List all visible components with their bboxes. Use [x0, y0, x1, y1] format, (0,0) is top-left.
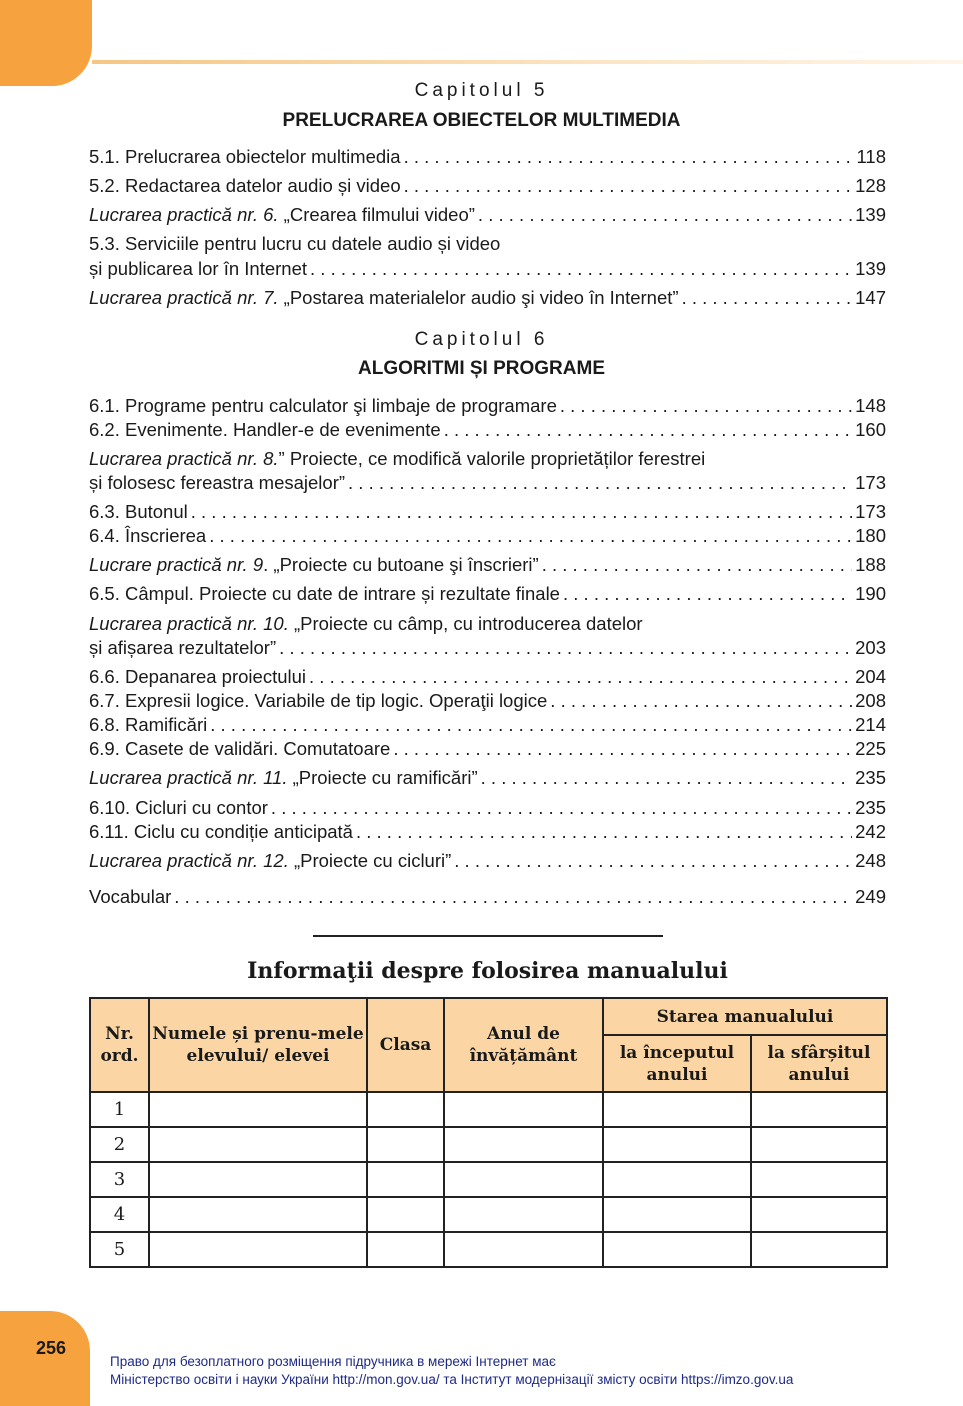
toc-entry[interactable] — [89, 849, 886, 873]
header-name: Numele și prenu-mele elevului/ elevei — [149, 998, 367, 1092]
toc-entry-text: 6.7. Expresii logice. Variabile de tip logic. Operaţii logice — [89, 690, 548, 711]
toc-entry[interactable] — [89, 636, 886, 660]
leader-dots — [550, 689, 852, 713]
row-number: 1 — [90, 1092, 149, 1127]
leader-dots — [210, 713, 852, 737]
header-nr: Nr. ord. — [90, 998, 149, 1092]
state-end-cell[interactable] — [751, 1162, 887, 1197]
leader-dots — [209, 524, 852, 548]
toc-entry-text: „Proiecte cu ramificări” — [287, 767, 478, 788]
toc-entry-text: 6.9. Casete de validări. Comutatoare — [89, 738, 391, 759]
header-state-start: la începutul anului — [603, 1035, 751, 1092]
usage-table-title: Informaţii despre folosirea manualului — [247, 958, 728, 984]
toc-entry-text: și folosesc fereastra mesajelor” — [89, 472, 346, 493]
leader-dots — [174, 885, 852, 909]
state-start-cell[interactable] — [603, 1162, 751, 1197]
separator-rule — [313, 935, 663, 937]
state-end-cell[interactable] — [751, 1127, 887, 1162]
leader-dots — [309, 665, 852, 689]
state-end-cell[interactable] — [751, 1197, 887, 1232]
leader-dots — [191, 500, 852, 524]
toc-entry-text: 6.3. Butonul — [89, 501, 188, 522]
toc-entry-vocabular[interactable] — [89, 885, 886, 909]
state-start-cell[interactable] — [603, 1232, 751, 1267]
year-cell[interactable] — [444, 1127, 603, 1162]
name-cell[interactable] — [149, 1197, 367, 1232]
class-cell[interactable] — [367, 1127, 444, 1162]
toc-entry-first-line[interactable] — [89, 447, 886, 471]
leader-dots — [356, 820, 852, 844]
header-rule — [92, 60, 963, 64]
class-cell[interactable] — [367, 1092, 444, 1127]
toc-entry-page: 188 — [855, 554, 886, 575]
toc-entry-first-line[interactable] — [89, 612, 886, 636]
leader-dots — [682, 286, 853, 310]
name-cell[interactable] — [149, 1092, 367, 1127]
year-cell[interactable] — [444, 1162, 603, 1197]
header-state: Starea manualului — [603, 998, 887, 1035]
name-cell[interactable] — [149, 1162, 367, 1197]
toc-entry[interactable] — [89, 500, 886, 524]
toc-entry[interactable] — [89, 471, 886, 495]
toc-entry-page: 242 — [855, 821, 886, 842]
page-number: 256 — [36, 1338, 67, 1358]
toc-entry[interactable] — [89, 418, 886, 442]
toc-entry-page: 180 — [855, 525, 886, 546]
toc-entry-page: 139 — [855, 204, 886, 225]
name-cell[interactable] — [149, 1127, 367, 1162]
toc-entry-text: „Crearea filmului video” — [278, 204, 475, 225]
chapter-6-label: Capitolul 6 — [414, 329, 549, 350]
toc-entry-page: 190 — [855, 583, 886, 604]
footer-source-line: Міністерство освіти і науки України http://mon.gov.ua/ та Інститут модернізації змісту освіти https://imzo.gov.ua — [110, 1372, 794, 1387]
state-end-cell[interactable] — [751, 1092, 887, 1127]
toc-entry-text: și afișarea rezultatelor” — [89, 637, 277, 658]
chapter-6-title: ALGORITMI ȘI PROGRAME — [358, 358, 605, 379]
table-row — [90, 1092, 887, 1127]
toc-entry-text: 6.11. Ciclu cu condiție anticipată — [89, 821, 353, 842]
leader-dots — [310, 257, 852, 281]
year-cell[interactable] — [444, 1197, 603, 1232]
chapter-5-title: PRELUCRAREA OBIECTELOR MULTIMEDIA — [282, 110, 681, 131]
toc-entry-page: 204 — [855, 666, 886, 687]
toc-entry-text: și publicarea lor în Internet — [89, 258, 308, 279]
leader-dots — [444, 418, 852, 442]
row-number: 2 — [90, 1127, 149, 1162]
toc-entry-text: 6.8. Ramificări — [89, 714, 208, 735]
toc-entry-text: „Postarea materialelor audio şi video în Internet” — [278, 287, 679, 308]
toc-entry[interactable] — [89, 174, 886, 198]
corner-decoration — [0, 0, 92, 86]
toc-entry[interactable] — [89, 689, 886, 713]
toc-entry-page: 203 — [855, 637, 886, 658]
toc-entry-page: 128 — [855, 175, 886, 196]
toc-entry-text: Vocabular — [89, 886, 172, 907]
leader-dots — [271, 796, 852, 820]
toc-entry[interactable] — [89, 820, 886, 844]
usage-table — [89, 997, 888, 1268]
toc-entry[interactable] — [89, 203, 886, 227]
toc-entry-page: 139 — [855, 258, 886, 279]
leader-dots — [393, 737, 852, 761]
toc-entry-italic: Lucrarea practică nr. 7. — [89, 287, 279, 308]
header-state-end: la sfârșitul anului — [751, 1035, 887, 1092]
toc-entry-first-line[interactable]: 5.3. Serviciile pentru lucru cu datele audio și video — [89, 233, 501, 254]
toc-entry[interactable] — [89, 394, 886, 418]
toc-entry[interactable] — [89, 286, 886, 310]
toc-entry-text: 6.1. Programe pentru calculator şi limbaje de programare — [89, 395, 557, 416]
toc-entry-text: 5.1. Prelucrarea obiectelor multimedia — [89, 146, 401, 167]
year-cell[interactable] — [444, 1092, 603, 1127]
row-number: 4 — [90, 1197, 149, 1232]
leader-dots — [563, 582, 852, 606]
toc-entry-page: 248 — [855, 850, 886, 871]
leader-dots — [481, 766, 852, 790]
table-row — [90, 1197, 887, 1232]
leader-dots — [404, 174, 853, 198]
toc-entry-text: . „Proiecte cu butoane şi înscrieri” — [263, 554, 539, 575]
toc-entry-text: 5.2. Redactarea datelor audio și video — [89, 175, 401, 196]
toc-entry-page: 160 — [855, 419, 886, 440]
state-start-cell[interactable] — [603, 1092, 751, 1127]
toc-entry-page: 147 — [855, 287, 886, 308]
toc-entry-text: „Proiecte cu cicluri” — [288, 850, 452, 871]
toc-entry-page: 118 — [856, 146, 886, 167]
class-cell[interactable] — [367, 1197, 444, 1232]
class-cell[interactable] — [367, 1162, 444, 1197]
toc-entry-text: 6.10. Cicluri cu contor — [89, 797, 268, 818]
leader-dots — [478, 203, 852, 227]
toc-entry[interactable] — [89, 737, 886, 761]
toc-entry[interactable] — [89, 713, 886, 737]
toc-entry[interactable] — [89, 257, 886, 281]
toc-entry-italic: Lucrare practică nr. 9 — [89, 554, 264, 575]
toc-entry-page: 225 — [855, 738, 886, 759]
toc-entry-text: 6.2. Evenimente. Handler-e de evenimente — [89, 419, 441, 440]
toc-entry[interactable] — [89, 553, 886, 577]
leader-dots — [279, 636, 852, 660]
toc-entry-text: 6.6. Depanarea proiectului — [89, 666, 307, 687]
toc-entry[interactable] — [89, 665, 886, 689]
table-row — [90, 1162, 887, 1197]
toc-entry-page: 208 — [855, 690, 886, 711]
name-cell[interactable] — [149, 1232, 367, 1267]
row-number: 5 — [90, 1232, 149, 1267]
state-start-cell[interactable] — [603, 1197, 751, 1232]
toc-entry-text: „Proiecte cu câmp, cu introducerea datelor — [288, 613, 643, 634]
toc-entry-italic: Lucrarea practică nr. 11. — [89, 767, 288, 788]
toc-entry[interactable] — [89, 766, 886, 790]
state-end-cell[interactable] — [751, 1232, 887, 1267]
table-row — [90, 1232, 887, 1267]
toc-entry-italic: Lucrarea practică nr. 8. — [89, 448, 279, 469]
toc-entry-text: 6.5. Câmpul. Proiecte cu date de intrare și rezultate finale — [89, 583, 560, 604]
toc-entry-page: 173 — [855, 501, 886, 522]
toc-entry-italic: Lucrarea practică nr. 10. — [89, 613, 289, 634]
header-year: Anul de învățământ — [444, 998, 603, 1092]
toc-entry-page: 173 — [855, 472, 886, 493]
header-class: Clasa — [367, 998, 444, 1092]
toc-entry-page: 214 — [855, 714, 886, 735]
toc-entry-text: 6.4. Înscrierea — [89, 525, 207, 546]
toc-entry[interactable] — [89, 145, 886, 169]
class-cell[interactable] — [367, 1232, 444, 1267]
toc-entry-page: 235 — [855, 797, 886, 818]
leader-dots — [404, 145, 854, 169]
toc-entry-italic: Lucrarea practică nr. 6. — [89, 204, 279, 225]
leader-dots — [560, 394, 852, 418]
toc-entry-page: 249 — [855, 886, 886, 907]
chapter-5-label: Capitolul 5 — [414, 80, 549, 101]
toc-entry[interactable] — [89, 524, 886, 548]
year-cell[interactable] — [444, 1232, 603, 1267]
table-row — [90, 1127, 887, 1162]
footer-rights-line: Право для безоплатного розміщення підручника в мережі Інтернет має — [110, 1354, 556, 1369]
leader-dots — [348, 471, 852, 495]
state-start-cell[interactable] — [603, 1127, 751, 1162]
toc-entry-italic: Lucrarea practică nr. 12. — [89, 850, 289, 871]
leader-dots — [542, 553, 852, 577]
toc-entry-page: 148 — [855, 395, 886, 416]
toc-entry[interactable] — [89, 582, 886, 606]
toc-entry-page: 235 — [855, 767, 886, 788]
toc-entry[interactable] — [89, 796, 886, 820]
toc-entry-text: ” Proiecte, ce modifică valorile proprietăților ferestrei — [278, 448, 706, 469]
leader-dots — [454, 849, 852, 873]
row-number: 3 — [90, 1162, 149, 1197]
